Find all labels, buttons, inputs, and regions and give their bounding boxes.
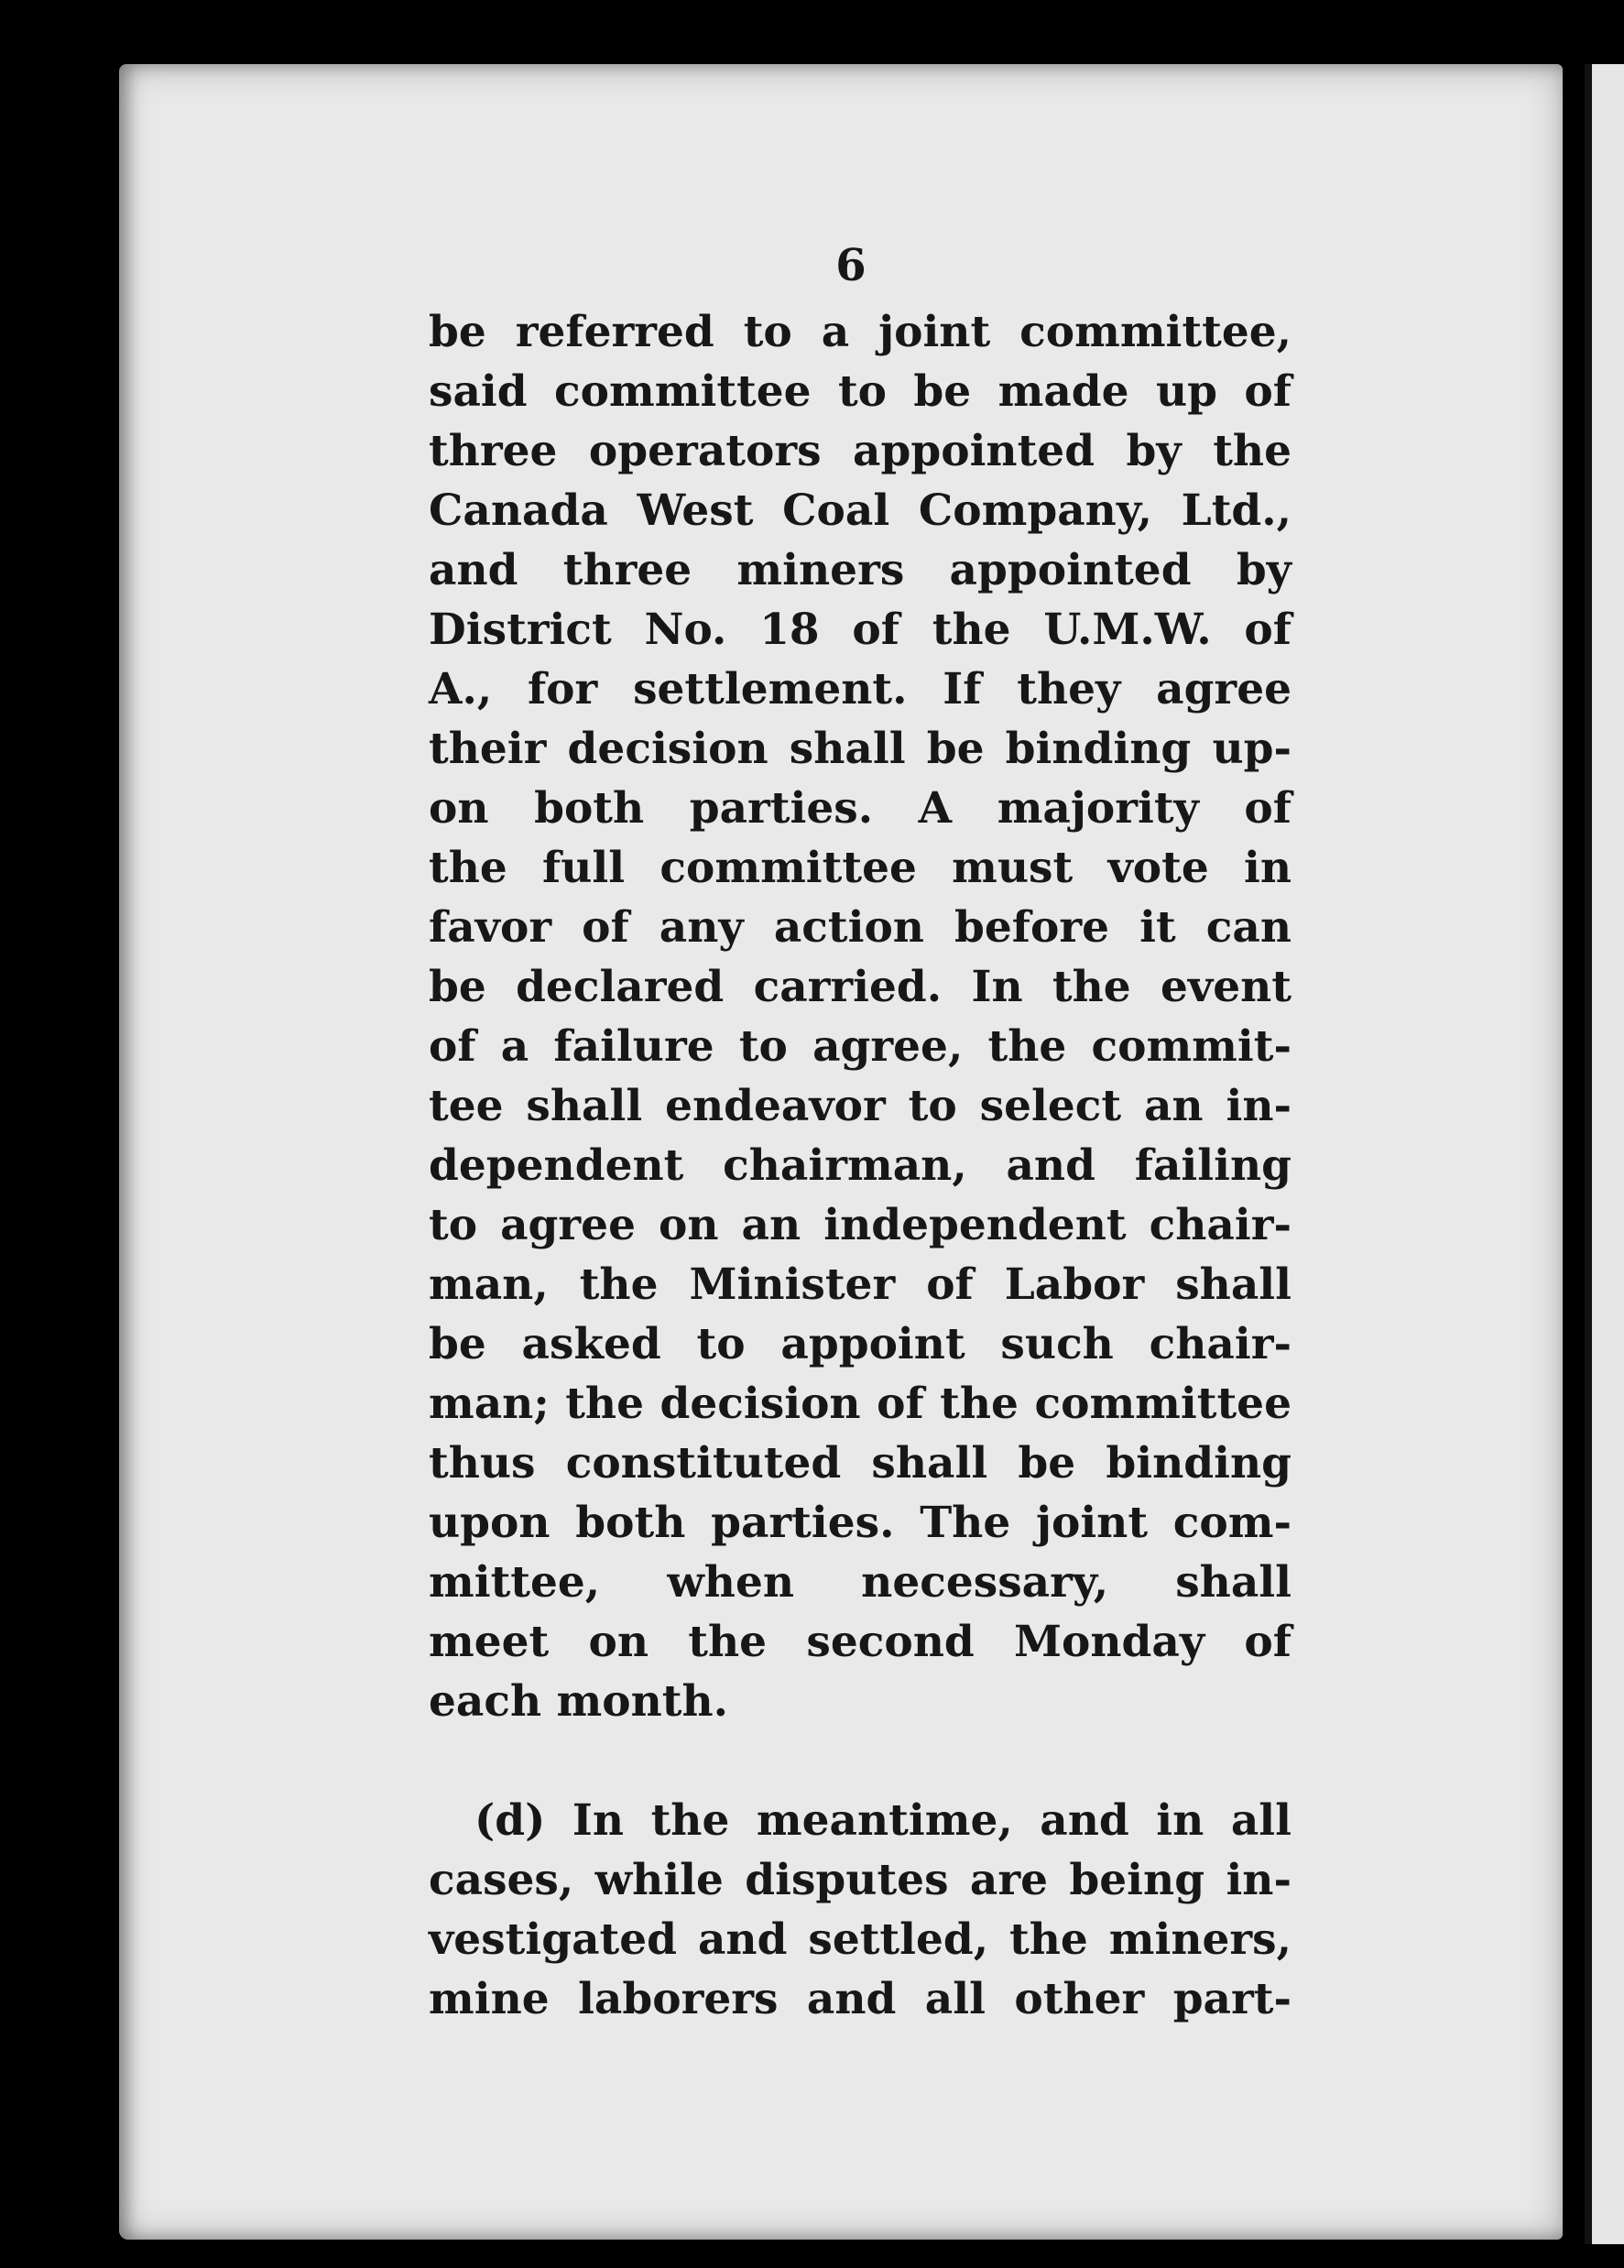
text-line: favor of any action before it can (429, 902, 1292, 953)
text-line: Canada West Coal Company, Ltd., (429, 485, 1292, 536)
text-line: man, the Minister of Labor shall (429, 1259, 1292, 1310)
adjacent-page-edge (1585, 64, 1624, 2244)
text-line: be referred to a joint committee, (429, 307, 1292, 357)
text-line: mine laborers and all other part- (429, 1974, 1292, 2024)
text-line: tee shall endeavor to select an in- (429, 1081, 1292, 1131)
text-line: dependent chairman, and failing (429, 1140, 1292, 1191)
text-line: vestigated and settled, the miners, (429, 1914, 1292, 1965)
text-line: meet on the second Monday of (429, 1617, 1292, 1667)
text-line: cases, while disputes are being in- (429, 1855, 1292, 1905)
text-line: said committee to be made up of (429, 366, 1292, 417)
text-line: three operators appointed by the (429, 426, 1292, 476)
document-body (429, 229, 1292, 2029)
text-line: (d) In the meantime, and in all (474, 1795, 1292, 1846)
text-line: be asked to appoint such chair- (429, 1319, 1292, 1369)
text-line: thus constituted shall be binding (429, 1438, 1292, 1488)
text-line: be declared carried. In the event (429, 962, 1292, 1012)
text-line: to agree on an independent chair- (429, 1200, 1292, 1250)
text-line: mittee, when necessary, shall (429, 1557, 1292, 1608)
text-line: and three miners appointed by (429, 545, 1292, 595)
text-line: the full committee must vote in (429, 843, 1292, 893)
paragraph-2 (429, 1791, 1292, 2029)
text-line: on both parties. A majority of (429, 783, 1292, 834)
paragraph-1 (429, 302, 1292, 1731)
text-line: A., for settlement. If they agree (429, 664, 1292, 714)
text-line: each month. (429, 1676, 729, 1727)
text-line: District No. 18 of the U.M.W. of (429, 605, 1292, 655)
text-line: of a failure to agree, the commit- (429, 1021, 1292, 1072)
page-number: 6 (835, 240, 866, 291)
text-line: their decision shall be binding up- (429, 724, 1292, 774)
text-line: man; the decision of the committee (429, 1379, 1292, 1429)
text-line: upon both parties. The joint com- (429, 1498, 1292, 1548)
paragraph-gap (429, 1731, 1292, 1791)
